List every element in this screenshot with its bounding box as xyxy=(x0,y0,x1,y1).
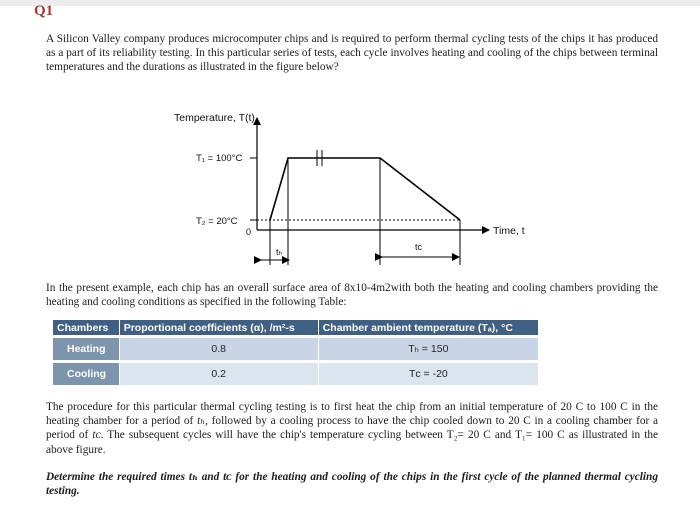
question-paragraph: Determine the required times tₕ and tᴄ for the heating and cooling of the chips in the first cycle of the planned thermal cycling testing. xyxy=(46,471,658,498)
heating-coefficient: 0.8 xyxy=(119,337,318,362)
tc-variable: tᴄ xyxy=(92,429,101,442)
procedure-text-part3: . The subsequent cycles will have the chip's temperature cycling between T₂= 20 C and T₁= 100 C as illustrated in the above figure. xyxy=(46,429,658,456)
table-intro-paragraph: In the present example, each chip has an overall surface area of 8x10-4m2with both the heating and cooling chambers providing the heating and cooling conditions as specified in the following Table: xyxy=(46,282,658,309)
heating-ambient-temperature: Tₕ = 150 xyxy=(318,337,538,362)
th-variable: tₕ xyxy=(197,415,206,428)
tc-label: tᴄ xyxy=(415,242,423,252)
origin-label: 0 xyxy=(246,227,252,237)
thermal-cycle-figure xyxy=(160,105,540,265)
header-proportional-coefficient: Proportional coefficients (α), /m²-s xyxy=(119,320,318,337)
intro-paragraph: A Silicon Valley company produces microcomputer chips and is required to perform thermal cycling tests of the chips it has produced as a part of its reliability testing. In this particular series of tests, each cycle involves heating and cooling of the chips between terminal temperatures and the durations as illustrated in the figure below? xyxy=(46,33,658,74)
top-shade-bar xyxy=(0,0,700,6)
table-row xyxy=(53,337,539,362)
t2-label: T₂ = 20°C xyxy=(196,216,238,227)
procedure-text-part1: The procedure for this particular thermal cycling testing is to first heat the chip from an initial temperature of 20 C to 100 C in the heating chamber for a period of xyxy=(46,401,658,428)
table-row xyxy=(53,362,539,386)
y-axis-label: Temperature, T(t) xyxy=(174,112,255,124)
procedure-paragraph xyxy=(46,400,658,457)
th-label: tₕ xyxy=(276,247,283,257)
t1-label: T₁ = 100°C xyxy=(196,153,243,164)
procedure-text-part2: , followed by a cooling process to have the chip cooled down to 20 C in a cooling chamber for a period of xyxy=(46,415,658,442)
temperature-profile-line xyxy=(270,158,460,220)
header-chambers: Chambers xyxy=(53,320,119,337)
cooling-coefficient: 0.2 xyxy=(119,362,318,386)
row-heading-cooling: Cooling xyxy=(53,362,119,386)
cooling-ambient-temperature: Tᴄ = -20 xyxy=(318,362,538,386)
row-heading-heating: Heating xyxy=(53,337,119,362)
x-axis-label: Time, t xyxy=(493,225,525,237)
chamber-conditions-table xyxy=(53,320,539,385)
header-ambient-temperature: Chamber ambient temperature (Tₐ), °C xyxy=(318,320,538,337)
question-label: Q1 xyxy=(34,3,54,19)
